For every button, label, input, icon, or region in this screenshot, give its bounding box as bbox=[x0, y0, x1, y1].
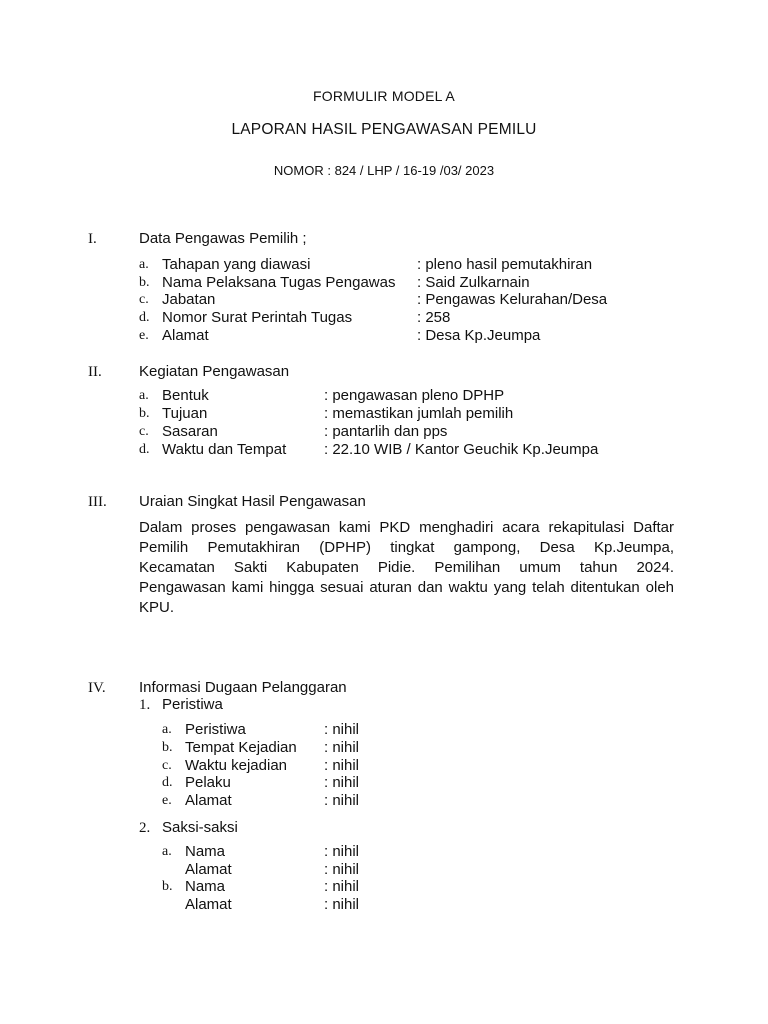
item-label: Tujuan bbox=[162, 405, 208, 422]
item-value: : nihil bbox=[324, 739, 360, 756]
subsection-1-number: 1. bbox=[139, 697, 151, 713]
subsection-1-title: Peristiwa bbox=[162, 696, 223, 713]
item-marker: e. bbox=[162, 793, 172, 808]
item-marker: c. bbox=[162, 758, 172, 773]
item-label: Nama Pelaksana Tugas Pengawas bbox=[162, 274, 396, 291]
report-number: NOMOR : 824 / LHP / 16-19 /03/ 2023 bbox=[273, 163, 495, 178]
item-label: Alamat bbox=[185, 896, 232, 913]
section-4-title: Informasi Dugaan Pelanggaran bbox=[139, 679, 347, 696]
summary-line: Pemilih Pemutakhiran (DPHP) tingkat gampong, Desa Kp.Jeumpa, bbox=[139, 539, 674, 556]
section-3-title: Uraian Singkat Hasil Pengawasan bbox=[139, 493, 366, 510]
item-marker: b. bbox=[139, 275, 150, 290]
report-title: LAPORAN HASIL PENGAWASAN PEMILU bbox=[231, 121, 537, 138]
summary-line: KPU. bbox=[139, 599, 175, 616]
section-4-numeral: IV. bbox=[88, 680, 106, 696]
item-label: Peristiwa bbox=[185, 721, 246, 738]
section-1-title: Data Pengawas Pemilih ; bbox=[139, 230, 307, 247]
section-3-numeral: III. bbox=[88, 494, 107, 510]
item-marker: d. bbox=[162, 775, 173, 790]
item-value: : nihil bbox=[324, 721, 360, 738]
item-marker: b. bbox=[162, 879, 173, 894]
item-value: : nihil bbox=[324, 878, 360, 895]
item-value: : nihil bbox=[324, 757, 360, 774]
item-value: : nihil bbox=[324, 843, 360, 860]
subsection-2-title: Saksi-saksi bbox=[162, 819, 238, 836]
item-value: : 258 bbox=[417, 309, 451, 326]
summary-paragraph bbox=[139, 518, 674, 618]
form-model-heading: FORMULIR MODEL A bbox=[313, 88, 455, 104]
item-value: : nihil bbox=[324, 861, 360, 878]
item-value: : nihil bbox=[324, 896, 360, 913]
item-label: Alamat bbox=[185, 792, 232, 809]
item-marker: a. bbox=[162, 844, 172, 859]
summary-line: Pengawasan kami hingga sesuai aturan dan waktu yang telah ditentukan oleh bbox=[139, 579, 674, 596]
item-marker: a. bbox=[162, 722, 172, 737]
item-marker: c. bbox=[139, 292, 149, 307]
item-marker: b. bbox=[162, 740, 173, 755]
item-label: Waktu kejadian bbox=[185, 757, 287, 774]
item-marker: c. bbox=[139, 424, 149, 439]
section-1-numeral: I. bbox=[88, 231, 97, 247]
item-value: : Desa Kp.Jeumpa bbox=[417, 327, 541, 344]
item-value: : nihil bbox=[324, 774, 360, 791]
item-label: Waktu dan Tempat bbox=[162, 441, 287, 458]
item-marker: a. bbox=[139, 257, 149, 272]
item-value: : nihil bbox=[324, 792, 360, 809]
item-value: : pengawasan pleno DPHP bbox=[324, 387, 505, 404]
item-marker: b. bbox=[139, 406, 150, 421]
item-value: : pleno hasil pemutakhiran bbox=[417, 256, 593, 273]
subsection-2-number: 2. bbox=[139, 820, 151, 836]
item-marker: e. bbox=[139, 328, 149, 343]
item-label: Nomor Surat Perintah Tugas bbox=[162, 309, 353, 326]
item-value: : memastikan jumlah pemilih bbox=[324, 405, 514, 422]
item-label: Jabatan bbox=[162, 291, 216, 308]
item-label: Nama bbox=[185, 878, 226, 895]
section-2-numeral: II. bbox=[88, 364, 102, 380]
item-label: Tahapan yang diawasi bbox=[162, 256, 311, 273]
item-label: Sasaran bbox=[162, 423, 218, 440]
summary-line: Dalam proses pengawasan kami PKD menghadiri acara rekapitulasi Daftar bbox=[139, 519, 674, 536]
item-label: Alamat bbox=[185, 861, 232, 878]
item-value: : pantarlih dan pps bbox=[324, 423, 448, 440]
item-value: : Said Zulkarnain bbox=[417, 274, 530, 291]
summary-line: Kecamatan Sakti Kabupaten Pidie. Pemilihan umum tahun 2024. bbox=[139, 559, 674, 576]
item-label: Bentuk bbox=[162, 387, 209, 404]
item-marker: d. bbox=[139, 310, 150, 325]
item-label: Nama bbox=[185, 843, 226, 860]
item-value: : Pengawas Kelurahan/Desa bbox=[417, 291, 608, 308]
item-value: : 22.10 WIB / Kantor Geuchik Kp.Jeumpa bbox=[324, 441, 599, 458]
item-label: Alamat bbox=[162, 327, 209, 344]
item-marker: a. bbox=[139, 388, 149, 403]
item-marker: d. bbox=[139, 442, 150, 457]
item-label: Tempat Kejadian bbox=[185, 739, 297, 756]
section-2-title: Kegiatan Pengawasan bbox=[139, 363, 290, 380]
item-label: Pelaku bbox=[185, 774, 231, 791]
